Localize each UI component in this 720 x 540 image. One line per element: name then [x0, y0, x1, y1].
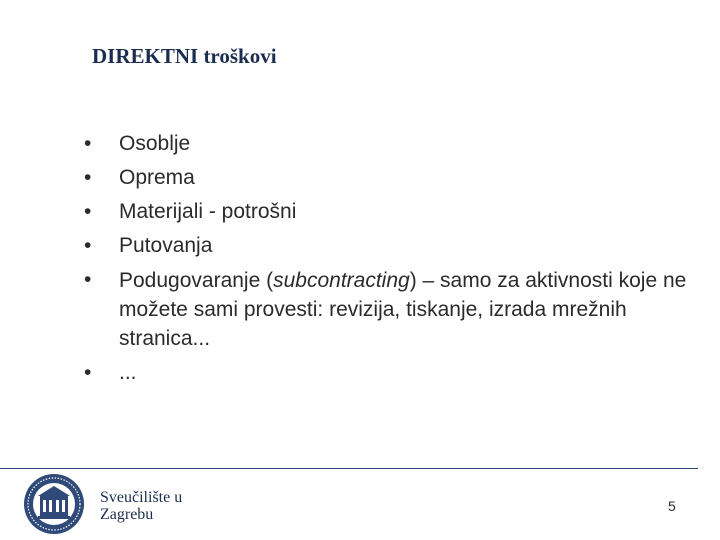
bullet-text-post: ) – samo za aktivnosti koje ne možete sami provesti: revizija, tiskanje, izrada mrežnih stranica... [119, 269, 687, 350]
bullet-list [84, 128, 694, 391]
university-seal-icon [22, 472, 86, 536]
bullet-text: ... [119, 361, 137, 384]
list-item [84, 128, 694, 160]
bullet-text-emphasis: subcontracting [273, 269, 410, 292]
list-item [84, 230, 694, 262]
bullet-text-pre: Podugovaranje ( [119, 269, 274, 292]
footer-divider [0, 468, 698, 469]
bullet-dot: • [84, 132, 92, 155]
bullet-dot: • [84, 361, 92, 384]
page-number: 5 [668, 498, 676, 514]
bullet-text: Osoblje [119, 132, 191, 155]
bullet-dot: • [84, 268, 92, 291]
list-item [84, 264, 694, 355]
bullet-dot: • [84, 166, 92, 189]
bullet-dot: • [84, 234, 92, 257]
bullet-dot: • [84, 200, 92, 223]
list-item [84, 357, 694, 389]
bullet-text: Putovanja [119, 234, 213, 257]
bullet-text: Materijali - potrošni [119, 200, 297, 223]
university-name-line2: Zagrebu [100, 506, 154, 523]
university-name [100, 489, 182, 523]
bullet-text: Oprema [119, 166, 195, 189]
list-item [84, 162, 694, 194]
bullet-text [119, 264, 694, 353]
list-item [84, 196, 694, 228]
slide-title: DIREKTNI troškovi [92, 44, 277, 68]
university-name-line1: Sveučilište u [100, 489, 183, 506]
